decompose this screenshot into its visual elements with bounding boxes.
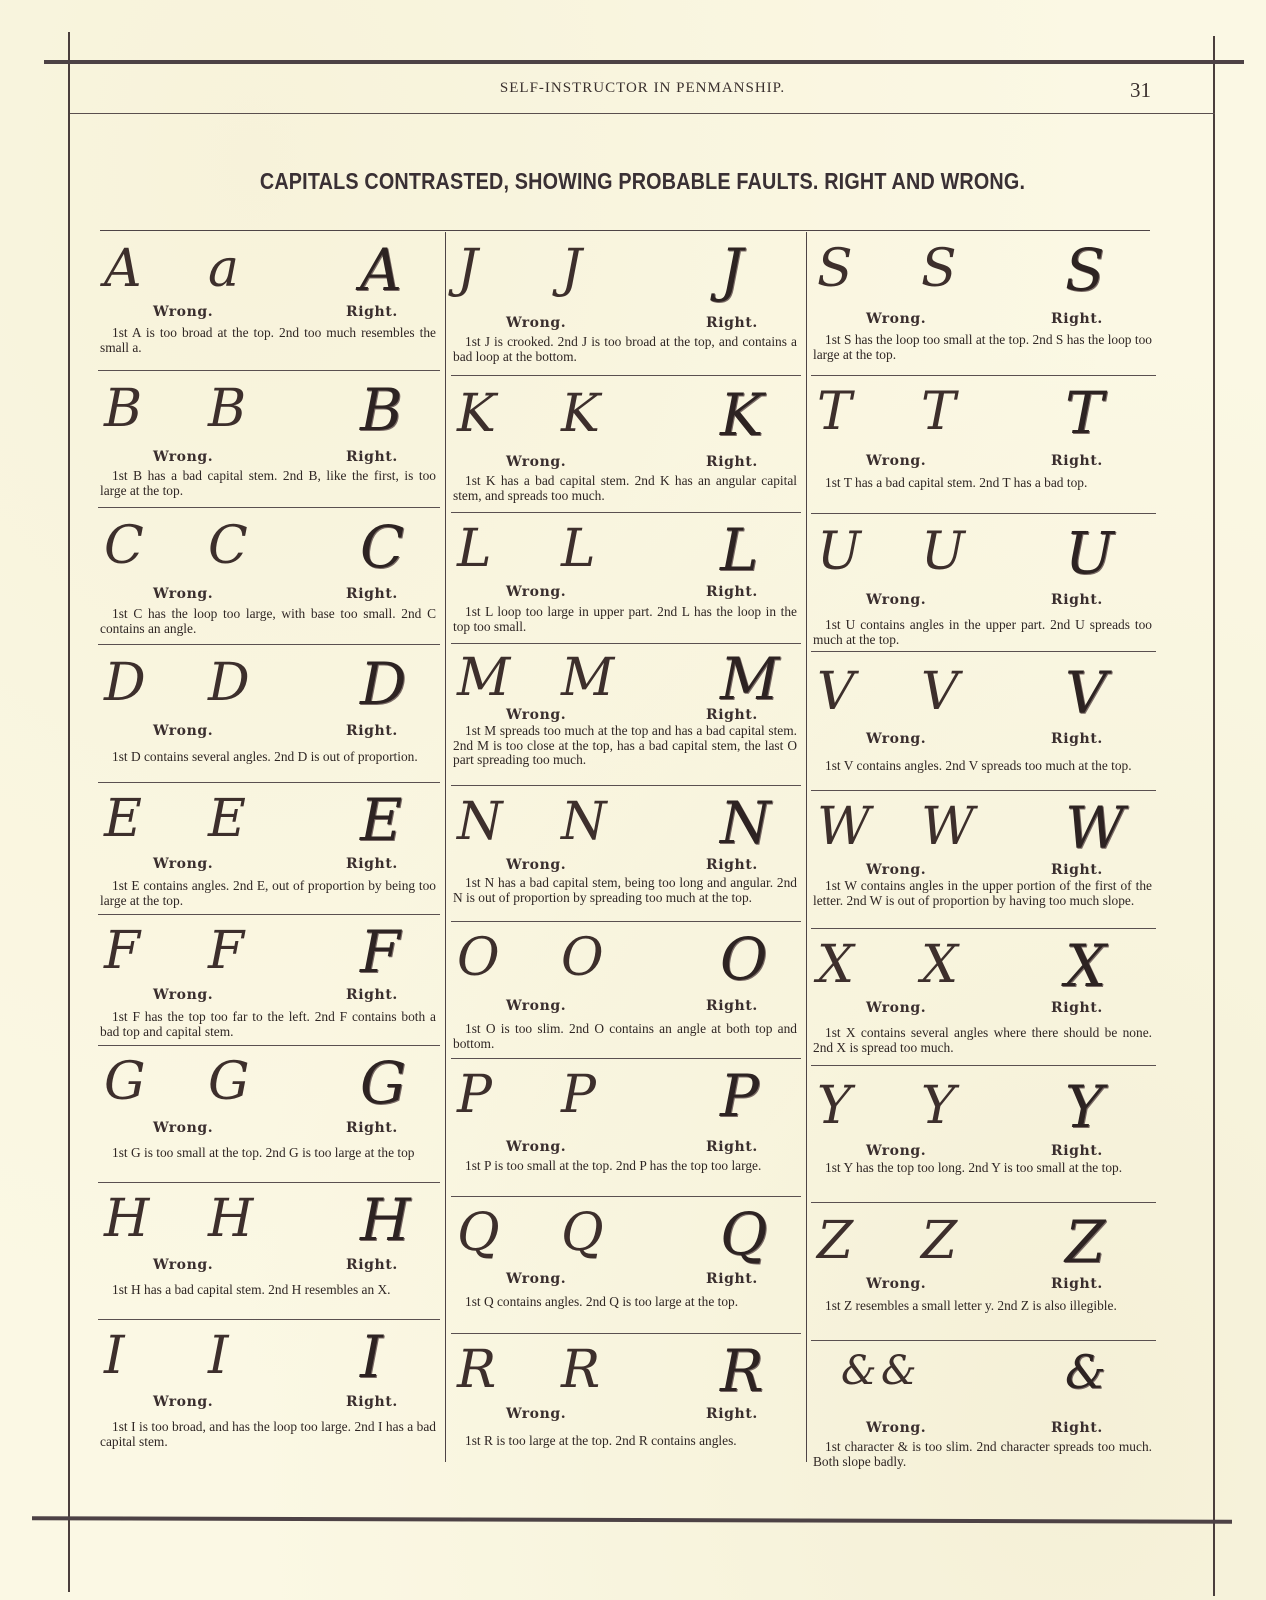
wrong-label: Wrong. bbox=[506, 454, 567, 470]
wrong-letter-glyph-1: P bbox=[457, 1065, 492, 1125]
fault-description: 1st Q contains angles. 2nd Q is too large at the top. bbox=[465, 1294, 739, 1309]
wrong-letter-glyph-1: N bbox=[457, 792, 503, 852]
wrong-label: Wrong. bbox=[866, 1143, 927, 1159]
wrong-label: Wrong. bbox=[153, 1120, 214, 1136]
fault-description: 1st L loop too large in upper part. 2nd L has the loop in the top too small. bbox=[453, 604, 797, 634]
letter-comparison-cell bbox=[811, 1341, 1156, 1471]
wrong-letter-glyph-2: G bbox=[208, 1052, 250, 1112]
right-letter-glyph: S bbox=[1065, 236, 1105, 304]
letter-comparison-cell bbox=[451, 231, 801, 376]
wrong-letter-glyph-1: U bbox=[817, 522, 861, 582]
wrong-letter-glyph-1: Y bbox=[817, 1076, 852, 1136]
running-head: SELF-INSTRUCTOR IN PENMANSHIP. bbox=[499, 80, 786, 96]
right-label: Right. bbox=[346, 586, 398, 602]
right-label: Right. bbox=[1051, 1143, 1103, 1159]
letter-comparison-cell bbox=[451, 1334, 801, 1465]
right-label: Right. bbox=[706, 454, 758, 470]
wrong-letter-glyph-2: Z bbox=[921, 1211, 958, 1271]
right-label: Right. bbox=[1051, 311, 1103, 327]
right-label: Right. bbox=[1051, 453, 1103, 469]
wrong-label: Wrong. bbox=[866, 311, 927, 327]
fault-description: 1st T has a bad capital stem. 2nd T has a bad top. bbox=[825, 475, 1088, 490]
wrong-label: Wrong. bbox=[506, 584, 567, 600]
wrong-letter-glyph-1: J bbox=[457, 239, 478, 299]
wrong-letter-glyph-1: Z bbox=[817, 1211, 854, 1271]
fault-description: 1st Y has the top too long. 2nd Y is too small at the top. bbox=[825, 1160, 1123, 1175]
fault-description: 1st C has the loop too large, with base too small. 2nd C contains an angle. bbox=[100, 606, 436, 636]
letter-comparison-cell bbox=[811, 652, 1156, 791]
wrong-label: Wrong. bbox=[866, 862, 927, 878]
right-label: Right. bbox=[1051, 1000, 1103, 1016]
fault-description: 1st B has a bad capital stem. 2nd B, like the first, is too large at the top. bbox=[100, 468, 436, 498]
wrong-letter-glyph-2: Y bbox=[921, 1076, 956, 1136]
wrong-letter-glyph-2: O bbox=[561, 928, 604, 988]
right-letter-glyph: Z bbox=[1065, 1208, 1106, 1276]
wrong-label: Wrong. bbox=[506, 998, 567, 1014]
right-label: Right. bbox=[346, 1394, 398, 1410]
right-letter-glyph: D bbox=[360, 650, 407, 718]
right-label: Right. bbox=[346, 449, 398, 465]
wrong-letter-glyph-1: R bbox=[457, 1340, 497, 1400]
wrong-letter-glyph-1: W bbox=[817, 797, 871, 857]
wrong-letter-glyph-1: I bbox=[104, 1326, 125, 1386]
wrong-letter-glyph-1: S bbox=[817, 239, 853, 299]
wrong-label: Wrong. bbox=[153, 586, 214, 602]
fault-description: 1st K has a bad capital stem. 2nd K has an angular capital stem, and spreads too much. bbox=[453, 473, 797, 503]
wrong-label: Wrong. bbox=[153, 723, 214, 739]
letter-comparison-cell bbox=[451, 1197, 801, 1334]
wrong-label: Wrong. bbox=[506, 1406, 567, 1422]
page-title: CAPITALS CONTRASTED, SHOWING PROBABLE FAULTS. RIGHT AND WRONG. bbox=[259, 168, 1026, 194]
wrong-letter-glyph-2: & bbox=[881, 1348, 917, 1394]
wrong-letter-glyph-2: Q bbox=[561, 1203, 604, 1263]
right-letter-glyph: G bbox=[360, 1049, 407, 1117]
wrong-letter-glyph-1: O bbox=[457, 928, 500, 988]
right-letter-glyph: R bbox=[720, 1337, 764, 1405]
fault-description: 1st J is crooked. 2nd J is too broad at the top, and contains a bad loop at the bottom. bbox=[453, 334, 797, 364]
wrong-letter-glyph-2: V bbox=[921, 662, 959, 722]
wrong-letter-glyph-1: V bbox=[817, 662, 855, 722]
wrong-letter-glyph-1: C bbox=[104, 516, 144, 576]
right-label: Right. bbox=[346, 723, 398, 739]
right-label: Right. bbox=[706, 1139, 758, 1155]
wrong-letter-glyph-2: B bbox=[208, 379, 247, 439]
wrong-label: Wrong. bbox=[153, 1394, 214, 1410]
right-label: Right. bbox=[346, 304, 398, 320]
wrong-letter-glyph-2: I bbox=[208, 1326, 229, 1386]
letter-comparison-cell bbox=[811, 1203, 1156, 1341]
wrong-letter-glyph-1: L bbox=[457, 519, 492, 579]
letter-comparison-cell bbox=[98, 1183, 440, 1320]
right-letter-glyph: A bbox=[360, 236, 402, 304]
letter-comparison-cell bbox=[811, 791, 1156, 929]
letter-comparison-cell bbox=[811, 1066, 1156, 1203]
fault-description: 1st F has the top too far to the left. 2nd F contains both a bad top and capital stem. bbox=[100, 1009, 436, 1039]
wrong-label: Wrong. bbox=[866, 731, 927, 747]
wrong-label: Wrong. bbox=[866, 453, 927, 469]
letter-comparison-cell bbox=[98, 645, 440, 783]
letter-comparison-cell bbox=[451, 513, 801, 644]
right-letter-glyph: L bbox=[720, 516, 759, 584]
letter-comparison-cell bbox=[451, 922, 801, 1059]
letter-comparison-cell bbox=[451, 1059, 801, 1197]
right-letter-glyph: K bbox=[720, 381, 764, 449]
right-label: Right. bbox=[346, 987, 398, 1003]
wrong-label: Wrong. bbox=[153, 856, 214, 872]
fault-description: 1st O is too slim. 2nd O contains an angle at both top and bottom. bbox=[453, 1021, 797, 1051]
letter-comparison-cell bbox=[451, 786, 801, 922]
wrong-label: Wrong. bbox=[866, 1000, 927, 1016]
right-letter-glyph: U bbox=[1065, 519, 1114, 587]
fault-description: 1st N has a bad capital stem, being too long and angular. 2nd N is out of proportion by spreading too much at the top. bbox=[453, 875, 797, 905]
top-frame-rule bbox=[44, 60, 1244, 64]
column-divider-2 bbox=[806, 232, 807, 1462]
wrong-letter-glyph-1: D bbox=[104, 653, 146, 713]
right-letter-glyph: Y bbox=[1065, 1073, 1104, 1141]
wrong-letter-glyph-1: H bbox=[104, 1189, 150, 1249]
right-label: Right. bbox=[346, 856, 398, 872]
fault-description: 1st P is too small at the top. 2nd P has the top too large. bbox=[465, 1158, 762, 1173]
right-letter-glyph: B bbox=[360, 376, 403, 444]
fault-description: 1st U contains angles in the upper part. 2nd U spreads too much at the top. bbox=[813, 617, 1152, 647]
header-underline bbox=[70, 113, 1215, 114]
wrong-label: Wrong. bbox=[153, 304, 214, 320]
right-label: Right. bbox=[706, 998, 758, 1014]
letter-comparison-cell bbox=[451, 644, 801, 786]
wrong-label: Wrong. bbox=[506, 315, 567, 331]
wrong-letter-glyph-2: W bbox=[921, 797, 975, 857]
fault-description: 1st H has a bad capital stem. 2nd H resembles an X. bbox=[112, 1282, 391, 1297]
right-label: Right. bbox=[1051, 862, 1103, 878]
right-letter-glyph: N bbox=[720, 789, 771, 857]
right-letter-glyph: O bbox=[720, 925, 768, 993]
wrong-letter-glyph-2: P bbox=[561, 1065, 596, 1125]
right-label: Right. bbox=[346, 1257, 398, 1273]
right-letter-glyph: X bbox=[1065, 932, 1107, 1000]
wrong-letter-glyph-2: F bbox=[208, 921, 245, 981]
letter-comparison-cell bbox=[98, 371, 440, 508]
wrong-letter-glyph-2: M bbox=[561, 648, 615, 708]
wrong-label: Wrong. bbox=[506, 1139, 567, 1155]
fault-description: 1st D contains several angles. 2nd D is out of proportion. bbox=[112, 749, 418, 764]
letter-comparison-cell bbox=[811, 514, 1156, 652]
right-letter-glyph: J bbox=[720, 236, 744, 304]
wrong-letter-glyph-1: G bbox=[104, 1052, 146, 1112]
wrong-letter-glyph-1: E bbox=[104, 789, 142, 849]
wrong-letter-glyph-2: C bbox=[208, 516, 248, 576]
wrong-letter-glyph-2: J bbox=[561, 239, 582, 299]
wrong-label: Wrong. bbox=[506, 707, 567, 723]
right-label: Right. bbox=[1051, 1276, 1103, 1292]
wrong-letter-glyph-2: N bbox=[561, 792, 607, 852]
fault-description: 1st S has the loop too small at the top. 2nd S has the loop too large at the top. bbox=[813, 332, 1152, 362]
wrong-label: Wrong. bbox=[153, 449, 214, 465]
letter-comparison-cell bbox=[98, 1320, 440, 1465]
wrong-label: Wrong. bbox=[866, 1420, 927, 1436]
wrong-label: Wrong. bbox=[866, 592, 927, 608]
fault-description: 1st V contains angles. 2nd V spreads too much at the top. bbox=[825, 758, 1132, 773]
right-letter-glyph: M bbox=[720, 645, 780, 713]
right-letter-glyph: C bbox=[360, 513, 405, 581]
letter-comparison-cell bbox=[811, 231, 1156, 376]
wrong-letter-glyph-2: R bbox=[561, 1340, 601, 1400]
fault-description: 1st E contains angles. 2nd E, out of proportion by being too large at the top. bbox=[100, 878, 436, 908]
wrong-letter-glyph-2: D bbox=[208, 653, 250, 713]
right-letter-glyph: & bbox=[1065, 1345, 1106, 1399]
letter-comparison-cell bbox=[98, 915, 440, 1046]
right-label: Right. bbox=[706, 1406, 758, 1422]
right-letter-glyph: V bbox=[1065, 659, 1107, 727]
right-letter-glyph: T bbox=[1065, 379, 1104, 447]
right-label: Right. bbox=[706, 1271, 758, 1287]
right-label: Right. bbox=[706, 315, 758, 331]
fault-description: 1st A is too broad at the top. 2nd too much resembles the small a. bbox=[100, 325, 436, 355]
wrong-letter-glyph-2: U bbox=[921, 522, 965, 582]
wrong-letter-glyph-1: Q bbox=[457, 1203, 500, 1263]
column-divider-1 bbox=[445, 232, 446, 1462]
right-letter-glyph: Q bbox=[720, 1200, 768, 1268]
letter-comparison-cell bbox=[98, 231, 440, 371]
letter-comparison-cell bbox=[451, 376, 801, 513]
left-frame-rule bbox=[68, 32, 70, 1592]
wrong-letter-glyph-1: K bbox=[457, 384, 496, 444]
fault-description: 1st X contains several angles where there should be none. 2nd X is spread too much. bbox=[813, 1025, 1152, 1055]
fault-description: 1st R is too large at the top. 2nd R contains angles. bbox=[465, 1433, 737, 1448]
right-label: Right. bbox=[346, 1120, 398, 1136]
right-frame-rule bbox=[1213, 36, 1215, 1596]
wrong-letter-glyph-1: F bbox=[104, 921, 141, 981]
wrong-label: Wrong. bbox=[153, 987, 214, 1003]
fault-description: 1st character & is too slim. 2nd character spreads too much. Both slope badly. bbox=[813, 1439, 1152, 1469]
right-label: Right. bbox=[1051, 592, 1103, 608]
letter-comparison-cell bbox=[98, 783, 440, 915]
wrong-letter-glyph-1: A bbox=[104, 239, 142, 299]
wrong-letter-glyph-1: & bbox=[841, 1348, 877, 1394]
wrong-letter-glyph-2: T bbox=[921, 382, 956, 442]
right-label: Right. bbox=[706, 857, 758, 873]
wrong-letter-glyph-1: T bbox=[817, 382, 852, 442]
wrong-letter-glyph-2: L bbox=[561, 519, 596, 579]
right-letter-glyph: F bbox=[360, 918, 401, 986]
wrong-letter-glyph-1: B bbox=[104, 379, 143, 439]
wrong-letter-glyph-2: K bbox=[561, 384, 600, 444]
fault-description: 1st G is too small at the top. 2nd G is too large at the top bbox=[112, 1145, 415, 1160]
letter-comparison-cell bbox=[811, 376, 1156, 514]
wrong-letter-glyph-2: E bbox=[208, 789, 246, 849]
right-letter-glyph: E bbox=[360, 786, 403, 854]
letter-comparison-cell bbox=[98, 1046, 440, 1183]
wrong-letter-glyph-1: M bbox=[457, 648, 511, 708]
page-number: 31 bbox=[1130, 78, 1151, 102]
fault-description: 1st M spreads too much at the top and has a bad capital stem. 2nd M is too close at the top, has a bad capital stem, the last O part spreading too much. bbox=[453, 723, 797, 767]
fault-description: 1st Z resembles a small letter y. 2nd Z is also illegible. bbox=[825, 1298, 1117, 1313]
wrong-letter-glyph-2: H bbox=[208, 1189, 254, 1249]
wrong-label: Wrong. bbox=[153, 1257, 214, 1273]
right-letter-glyph: H bbox=[360, 1186, 411, 1254]
wrong-label: Wrong. bbox=[506, 1271, 567, 1287]
right-label: Right. bbox=[1051, 1420, 1103, 1436]
fault-description: 1st W contains angles in the upper portion of the first of the letter. 2nd W is out of proportion by having too much slope. bbox=[813, 878, 1152, 908]
right-letter-glyph: P bbox=[720, 1062, 760, 1130]
right-letter-glyph: W bbox=[1065, 794, 1125, 862]
wrong-letter-glyph-2: a bbox=[208, 239, 240, 299]
wrong-letter-glyph-2: S bbox=[921, 239, 957, 299]
right-label: Right. bbox=[1051, 731, 1103, 747]
wrong-label: Wrong. bbox=[866, 1276, 927, 1292]
wrong-letter-glyph-1: X bbox=[817, 935, 855, 995]
right-label: Right. bbox=[706, 707, 758, 723]
fault-description: 1st I is too broad, and has the loop too large. 2nd I has a bad capital stem. bbox=[100, 1419, 436, 1449]
letter-comparison-cell bbox=[811, 929, 1156, 1066]
right-letter-glyph: I bbox=[360, 1323, 383, 1391]
right-label: Right. bbox=[706, 584, 758, 600]
wrong-label: Wrong. bbox=[506, 857, 567, 873]
wrong-letter-glyph-2: X bbox=[921, 935, 959, 995]
letter-comparison-cell bbox=[98, 508, 440, 645]
